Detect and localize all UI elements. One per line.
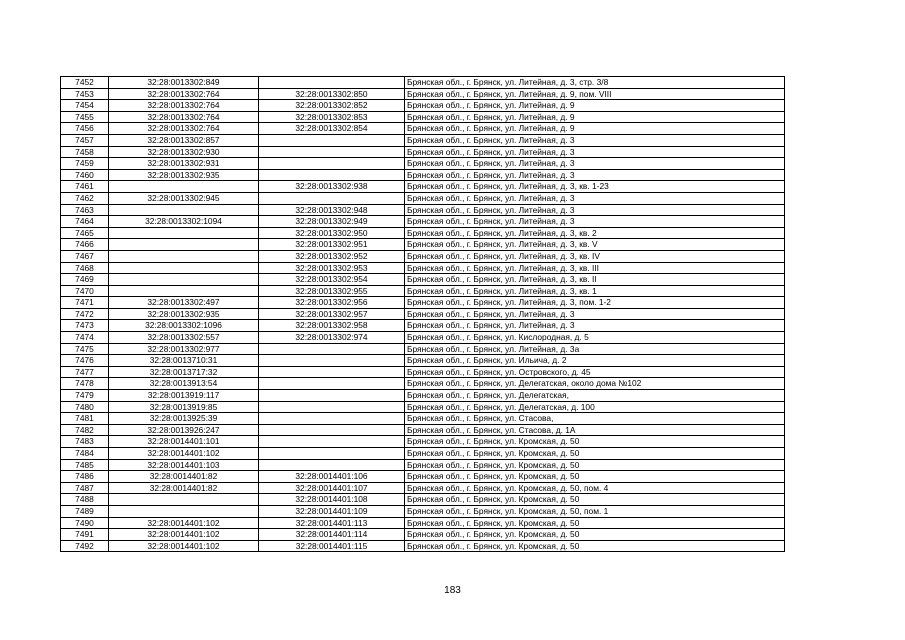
cadastral-number-parent-cell: 32:28:0014401:101	[109, 436, 259, 448]
cadastral-number-cell: 32:28:0013302:938	[259, 181, 405, 193]
cadastral-number-cell: 32:28:0014401:109	[259, 505, 405, 517]
address-cell: Брянская обл., г. Брянск, ул. Литейная, д. 3	[405, 158, 785, 170]
cadastral-number-parent-cell: 32:28:0013302:557	[109, 332, 259, 344]
cadastral-number-cell: 32:28:0013302:954	[259, 274, 405, 286]
table-row	[61, 204, 785, 216]
cadastral-number-parent-cell: 32:28:0013302:764	[109, 123, 259, 135]
address-cell: Брянская обл., г. Брянск, ул. Литейная, д. 3	[405, 192, 785, 204]
table-row	[61, 401, 785, 413]
cadastral-number-parent-cell: 32:28:0013302:935	[109, 308, 259, 320]
table-row	[61, 77, 785, 89]
cadastral-number-cell	[259, 378, 405, 390]
row-number-cell: 7467	[61, 250, 109, 262]
table-row	[61, 413, 785, 425]
row-number-cell: 7485	[61, 459, 109, 471]
cadastral-number-parent-cell	[109, 204, 259, 216]
row-number-cell: 7456	[61, 123, 109, 135]
row-number-cell: 7469	[61, 274, 109, 286]
address-cell: Брянская обл., г. Брянск, ул. Кромская, д. 50, пом. 4	[405, 482, 785, 494]
row-number-cell: 7459	[61, 158, 109, 170]
address-cell: Брянская обл., г. Брянск, ул. Островского, д. 45	[405, 366, 785, 378]
cadastral-number-parent-cell: 32:28:0013302:764	[109, 100, 259, 112]
cadastral-number-cell: 32:28:0013302:854	[259, 123, 405, 135]
cadastral-number-parent-cell: 32:28:0013302:764	[109, 88, 259, 100]
row-number-cell: 7479	[61, 390, 109, 402]
row-number-cell: 7460	[61, 169, 109, 181]
cadastral-number-cell: 32:28:0013302:974	[259, 332, 405, 344]
row-number-cell: 7484	[61, 448, 109, 460]
cadastral-number-cell: 32:28:0014401:106	[259, 471, 405, 483]
cadastral-number-cell	[259, 192, 405, 204]
address-cell: Брянская обл., г. Брянск, ул. Литейная, д. 3, стр. 3/8	[405, 77, 785, 89]
row-number-cell: 7474	[61, 332, 109, 344]
row-number-cell: 7461	[61, 181, 109, 193]
cadastral-number-cell: 32:28:0014401:113	[259, 517, 405, 529]
cadastral-number-cell	[259, 366, 405, 378]
row-number-cell: 7452	[61, 77, 109, 89]
cadastral-number-cell	[259, 390, 405, 402]
table-row	[61, 482, 785, 494]
row-number-cell: 7454	[61, 100, 109, 112]
address-cell: Брянская обл., г. Брянск, ул. Литейная, д. 3, кв. III	[405, 262, 785, 274]
row-number-cell: 7464	[61, 216, 109, 228]
row-number-cell: 7481	[61, 413, 109, 425]
table-row	[61, 505, 785, 517]
table-row	[61, 540, 785, 552]
cadastral-number-parent-cell: 32:28:0013926:247	[109, 424, 259, 436]
cadastral-number-parent-cell	[109, 181, 259, 193]
cadastral-number-parent-cell: 32:28:0014401:102	[109, 529, 259, 541]
row-number-cell: 7458	[61, 146, 109, 158]
table-row	[61, 436, 785, 448]
table-row	[61, 169, 785, 181]
address-cell: Брянская обл., г. Брянск, ул. Литейная, д. 3, кв. 1	[405, 285, 785, 297]
table-row	[61, 216, 785, 228]
address-cell: Брянская обл., г. Брянск, ул. Кромская, д. 50	[405, 448, 785, 460]
cadastral-number-parent-cell	[109, 250, 259, 262]
address-cell: Брянская обл., г. Брянск, ул. Литейная, д. 9	[405, 100, 785, 112]
table-row	[61, 181, 785, 193]
cadastral-number-cell	[259, 401, 405, 413]
cadastral-number-parent-cell: 32:28:0013302:1094	[109, 216, 259, 228]
address-cell: Брянская обл., г. Брянск, ул. Литейная, д. 3	[405, 169, 785, 181]
table-row	[61, 355, 785, 367]
cadastral-number-parent-cell	[109, 285, 259, 297]
cadastral-number-parent-cell: 32:28:0013717:32	[109, 366, 259, 378]
table-row	[61, 424, 785, 436]
table-row	[61, 123, 785, 135]
cadastral-number-parent-cell: 32:28:0013302:764	[109, 111, 259, 123]
cadastral-number-parent-cell	[109, 239, 259, 251]
cadastral-number-parent-cell	[109, 227, 259, 239]
table-row	[61, 285, 785, 297]
row-number-cell: 7476	[61, 355, 109, 367]
cadastral-number-parent-cell: 32:28:0014401:82	[109, 482, 259, 494]
cadastral-number-parent-cell: 32:28:0013919:85	[109, 401, 259, 413]
row-number-cell: 7453	[61, 88, 109, 100]
row-number-cell: 7457	[61, 134, 109, 146]
table-row	[61, 366, 785, 378]
address-cell: Брянская обл., г. Брянск, ул. Делегатская,	[405, 390, 785, 402]
cadastral-number-cell: 32:28:0013302:955	[259, 285, 405, 297]
cadastral-number-parent-cell: 32:28:0014401:102	[109, 540, 259, 552]
cadastral-number-parent-cell	[109, 494, 259, 506]
cadastral-number-parent-cell: 32:28:0013710:31	[109, 355, 259, 367]
cadastral-number-cell: 32:28:0013302:852	[259, 100, 405, 112]
address-cell: Брянская обл., г. Брянск, ул. Литейная, д. 3, пом. 1-2	[405, 297, 785, 309]
row-number-cell: 7455	[61, 111, 109, 123]
table-row	[61, 134, 785, 146]
table-row	[61, 239, 785, 251]
row-number-cell: 7483	[61, 436, 109, 448]
cadastral-number-cell: 32:28:0013302:948	[259, 204, 405, 216]
address-cell: Брянская обл., г. Брянск, ул. Литейная, д. 3, кв. 2	[405, 227, 785, 239]
row-number-cell: 7486	[61, 471, 109, 483]
address-cell: Брянская обл., г. Брянск, ул. Кислородная, д. 5	[405, 332, 785, 344]
address-cell: Брянская обл., г. Брянск, ул. Стасова,	[405, 413, 785, 425]
address-cell: Брянская обл., г. Брянск, ул. Кромская, д. 50	[405, 494, 785, 506]
address-cell: Брянская обл., г. Брянск, ул. Кромская, д. 50	[405, 517, 785, 529]
row-number-cell: 7489	[61, 505, 109, 517]
cadastral-number-parent-cell: 32:28:0013919:117	[109, 390, 259, 402]
address-cell: Брянская обл., г. Брянск, ул. Стасова, д. 1А	[405, 424, 785, 436]
table-row	[61, 343, 785, 355]
cadastral-number-parent-cell: 32:28:0014401:102	[109, 448, 259, 460]
row-number-cell: 7491	[61, 529, 109, 541]
cadastral-number-cell: 32:28:0014401:115	[259, 540, 405, 552]
address-cell: Брянская обл., г. Брянск, ул. Литейная, д. 3, кв. II	[405, 274, 785, 286]
cadastral-number-parent-cell: 32:28:0013913:54	[109, 378, 259, 390]
row-number-cell: 7477	[61, 366, 109, 378]
row-number-cell: 7492	[61, 540, 109, 552]
row-number-cell: 7482	[61, 424, 109, 436]
address-cell: Брянская обл., г. Брянск, ул. Кромская, д. 50	[405, 540, 785, 552]
address-cell: Брянская обл., г. Брянск, ул. Литейная, д. 9	[405, 123, 785, 135]
cadastral-number-cell: 32:28:0013302:850	[259, 88, 405, 100]
table-row	[61, 100, 785, 112]
cadastral-number-cell: 32:28:0013302:952	[259, 250, 405, 262]
address-cell: Брянская обл., г. Брянск, ул. Делегатская, около дома №102	[405, 378, 785, 390]
row-number-cell: 7471	[61, 297, 109, 309]
row-number-cell: 7465	[61, 227, 109, 239]
table-row	[61, 297, 785, 309]
row-number-cell: 7472	[61, 308, 109, 320]
table-row	[61, 308, 785, 320]
cadastral-number-cell	[259, 459, 405, 471]
cadastral-number-parent-cell: 32:28:0013925:39	[109, 413, 259, 425]
cadastral-number-parent-cell: 32:28:0013302:931	[109, 158, 259, 170]
table-row	[61, 158, 785, 170]
cadastral-number-parent-cell: 32:28:0013302:935	[109, 169, 259, 181]
address-cell: Брянская обл., г. Брянск, ул. Литейная, д. 3, кв. V	[405, 239, 785, 251]
table-row	[61, 192, 785, 204]
table-row	[61, 378, 785, 390]
cadastral-number-cell: 32:28:0013302:949	[259, 216, 405, 228]
row-number-cell: 7473	[61, 320, 109, 332]
cadastral-number-parent-cell: 32:28:0013302:857	[109, 134, 259, 146]
row-number-cell: 7462	[61, 192, 109, 204]
table-row	[61, 459, 785, 471]
cadastral-number-cell: 32:28:0014401:107	[259, 482, 405, 494]
address-cell: Брянская обл., г. Брянск, ул. Литейная, д. 9, пом. VIII	[405, 88, 785, 100]
table-row	[61, 390, 785, 402]
cadastral-number-parent-cell	[109, 262, 259, 274]
cadastral-number-cell	[259, 436, 405, 448]
address-cell: Брянская обл., г. Брянск, ул. Кромская, д. 50	[405, 459, 785, 471]
cadastral-number-parent-cell: 32:28:0014401:103	[109, 459, 259, 471]
address-cell: Брянская обл., г. Брянск, ул. Литейная, д. 3	[405, 146, 785, 158]
cadastral-number-cell: 32:28:0013302:958	[259, 320, 405, 332]
table-row	[61, 274, 785, 286]
row-number-cell: 7475	[61, 343, 109, 355]
row-number-cell: 7468	[61, 262, 109, 274]
table-row	[61, 250, 785, 262]
cadastral-number-cell: 32:28:0013302:953	[259, 262, 405, 274]
row-number-cell: 7466	[61, 239, 109, 251]
registry-table-body	[61, 77, 785, 552]
cadastral-number-parent-cell: 32:28:0014401:82	[109, 471, 259, 483]
table-row	[61, 320, 785, 332]
cadastral-number-cell: 32:28:0013302:950	[259, 227, 405, 239]
table-row	[61, 517, 785, 529]
row-number-cell: 7487	[61, 482, 109, 494]
cadastral-number-cell	[259, 158, 405, 170]
cadastral-number-cell	[259, 146, 405, 158]
row-number-cell: 7480	[61, 401, 109, 413]
cadastral-number-parent-cell: 32:28:0013302:849	[109, 77, 259, 89]
row-number-cell: 7470	[61, 285, 109, 297]
table-row	[61, 262, 785, 274]
address-cell: Брянская обл., г. Брянск, ул. Литейная, д. 9	[405, 111, 785, 123]
cadastral-number-parent-cell	[109, 505, 259, 517]
address-cell: Брянская обл., г. Брянск, ул. Кромская, д. 50	[405, 471, 785, 483]
address-cell: Брянская обл., г. Брянск, ул. Литейная, д. 3	[405, 320, 785, 332]
cadastral-number-parent-cell: 32:28:0013302:930	[109, 146, 259, 158]
address-cell: Брянская обл., г. Брянск, ул. Делегатская, д. 100	[405, 401, 785, 413]
address-cell: Брянская обл., г. Брянск, ул. Литейная, д. 3, кв. IV	[405, 250, 785, 262]
cadastral-number-parent-cell: 32:28:0013302:977	[109, 343, 259, 355]
address-cell: Брянская обл., г. Брянск, ул. Литейная, д. 3	[405, 308, 785, 320]
address-cell: Брянская обл., г. Брянск, ул. Литейная, д. 3	[405, 204, 785, 216]
cadastral-number-cell	[259, 169, 405, 181]
table-row	[61, 111, 785, 123]
cadastral-number-cell: 32:28:0014401:108	[259, 494, 405, 506]
row-number-cell: 7488	[61, 494, 109, 506]
address-cell: Брянская обл., г. Брянск, ул. Литейная, д. 3	[405, 134, 785, 146]
cadastral-number-cell	[259, 413, 405, 425]
row-number-cell: 7478	[61, 378, 109, 390]
cadastral-number-cell	[259, 134, 405, 146]
table-row	[61, 146, 785, 158]
address-cell: Брянская обл., г. Брянск, ул. Кромская, д. 50, пом. 1	[405, 505, 785, 517]
cadastral-number-cell: 32:28:0013302:853	[259, 111, 405, 123]
cadastral-number-cell: 32:28:0013302:956	[259, 297, 405, 309]
cadastral-number-parent-cell: 32:28:0013302:497	[109, 297, 259, 309]
cadastral-number-cell: 32:28:0014401:114	[259, 529, 405, 541]
cadastral-number-parent-cell: 32:28:0013302:945	[109, 192, 259, 204]
table-row	[61, 227, 785, 239]
cadastral-number-cell	[259, 448, 405, 460]
page-number: 183	[444, 585, 461, 596]
table-row	[61, 494, 785, 506]
cadastral-number-cell: 32:28:0013302:957	[259, 308, 405, 320]
address-cell: Брянская обл., г. Брянск, ул. Литейная, д. 3а	[405, 343, 785, 355]
cadastral-number-cell	[259, 77, 405, 89]
cadastral-number-cell	[259, 424, 405, 436]
cadastral-number-parent-cell: 32:28:0013302:1096	[109, 320, 259, 332]
cadastral-number-cell	[259, 343, 405, 355]
row-number-cell: 7490	[61, 517, 109, 529]
address-cell: Брянская обл., г. Брянск, ул. Кромская, д. 50	[405, 529, 785, 541]
address-cell: Брянская обл., г. Брянск, ул. Литейная, д. 3, кв. 1-23	[405, 181, 785, 193]
cadastral-number-cell	[259, 355, 405, 367]
table-row	[61, 471, 785, 483]
table-row	[61, 448, 785, 460]
address-cell: Брянская обл., г. Брянск, ул. Кромская, д. 50	[405, 436, 785, 448]
cadastral-number-cell: 32:28:0013302:951	[259, 239, 405, 251]
row-number-cell: 7463	[61, 204, 109, 216]
table-row	[61, 88, 785, 100]
table-row	[61, 529, 785, 541]
cadastral-number-parent-cell: 32:28:0014401:102	[109, 517, 259, 529]
table-row	[61, 332, 785, 344]
address-cell: Брянская обл., г. Брянск, ул. Литейная, д. 3	[405, 216, 785, 228]
registry-table	[60, 76, 785, 552]
address-cell: Брянская обл., г. Брянск, ул. Ильича, д. 2	[405, 355, 785, 367]
cadastral-number-parent-cell	[109, 274, 259, 286]
